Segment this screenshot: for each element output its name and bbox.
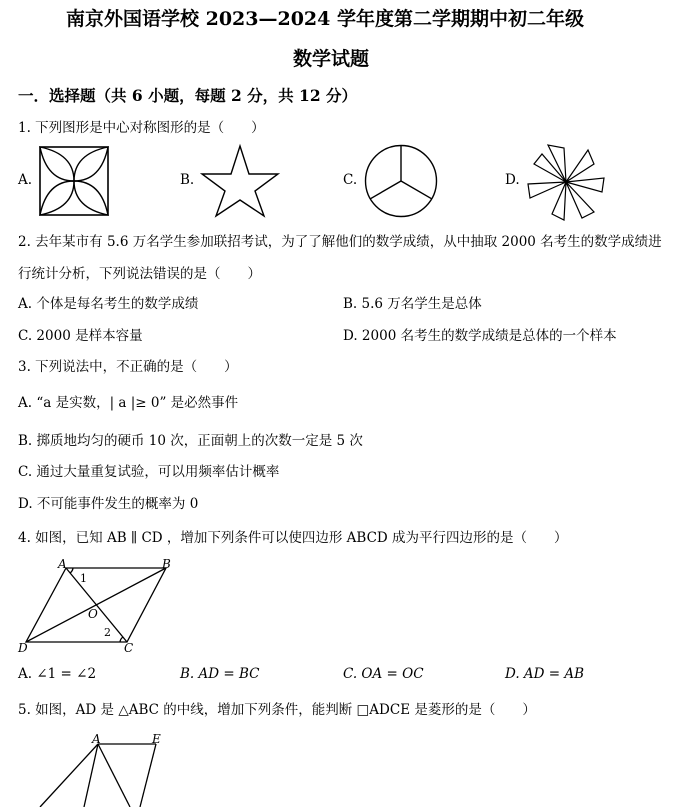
q1-option-d-label: D. [505, 172, 520, 188]
q4-label-c: C [124, 641, 134, 655]
q4-label-a: A [58, 557, 67, 571]
q1-option-a-label: A. [18, 172, 33, 188]
q5-figure [40, 732, 180, 807]
q4-option-a: A. ∠1 = ∠2 [18, 666, 97, 682]
q4-option-c: C. OA = OC [343, 666, 424, 682]
q2-option-a: A. 个体是每名考生的数学成绩 [18, 296, 199, 312]
question-4-stem: 4. 如图，已知 AB ∥ CD ，增加下列条件可以使四边形 ABCD 成为平行四边形的是（ ） [18, 530, 568, 546]
q2-option-d: D. 2000 名考生的数学成绩是总体的一个样本 [343, 328, 617, 344]
q4-label-angle1: 1 [80, 572, 87, 585]
q4-label-angle2: 2 [104, 626, 111, 639]
q3-option-d: D. 不可能事件发生的概率为 0 [18, 496, 199, 512]
q1-figure-a-clover-square [39, 146, 109, 216]
q4-option-d: D. AD = AB [505, 666, 585, 682]
exam-title: 南京外国语学校 2023—2024 学年度第二学期期中初二年级 [66, 8, 584, 30]
question-3-stem: 3. 下列说法中，不正确的是（ ） [18, 359, 238, 375]
q5-label-a: A [92, 732, 101, 746]
q2-option-c: C. 2000 是样本容量 [18, 328, 143, 344]
q4-label-b: B [162, 557, 171, 571]
q1-option-c-label: C. [343, 172, 358, 188]
q1-figure-d-pinwheel [526, 142, 606, 222]
question-5-stem: 5. 如图，AD 是 △ABC 的中线，增加下列条件，能判断 □ADCE 是菱形的是（ ） [18, 702, 536, 718]
q4-parallelogram-figure [16, 557, 186, 655]
q3-option-b: B. 掷质地均匀的硬币 10 次，正面朝上的次数一定是 5 次 [18, 433, 363, 449]
q1-option-b-label: B. [180, 172, 195, 188]
q4-label-d: D [18, 641, 28, 655]
section-heading: 一．选择题（共 6 小题，每题 2 分，共 12 分） [18, 86, 358, 105]
q2-option-b: B. 5.6 万名学生是总体 [343, 296, 482, 312]
q1-figure-c-divided-circle [364, 144, 438, 218]
question-2-stem-line1: 2. 去年某市有 5.6 万名学生参加联招考试，为了了解他们的数学成绩，从中抽取 2000 名考生的数学成绩进 [18, 234, 662, 250]
q3-option-c: C. 通过大量重复试验，可以用频率估计概率 [18, 464, 280, 480]
q4-label-o: O [88, 607, 98, 621]
question-2-stem-line2: 行统计分析，下列说法错误的是（ ） [18, 266, 261, 282]
question-1-stem: 1. 下列图形是中心对称图形的是（ ） [18, 120, 265, 136]
q3-option-a: A. “a 是实数，| a |≥ 0” 是必然事件 [18, 395, 239, 411]
q1-figure-b-star [200, 145, 280, 217]
q5-label-e: E [152, 732, 161, 746]
q4-option-b: B. AD = BC [180, 666, 260, 682]
exam-subtitle: 数学试题 [293, 48, 370, 70]
